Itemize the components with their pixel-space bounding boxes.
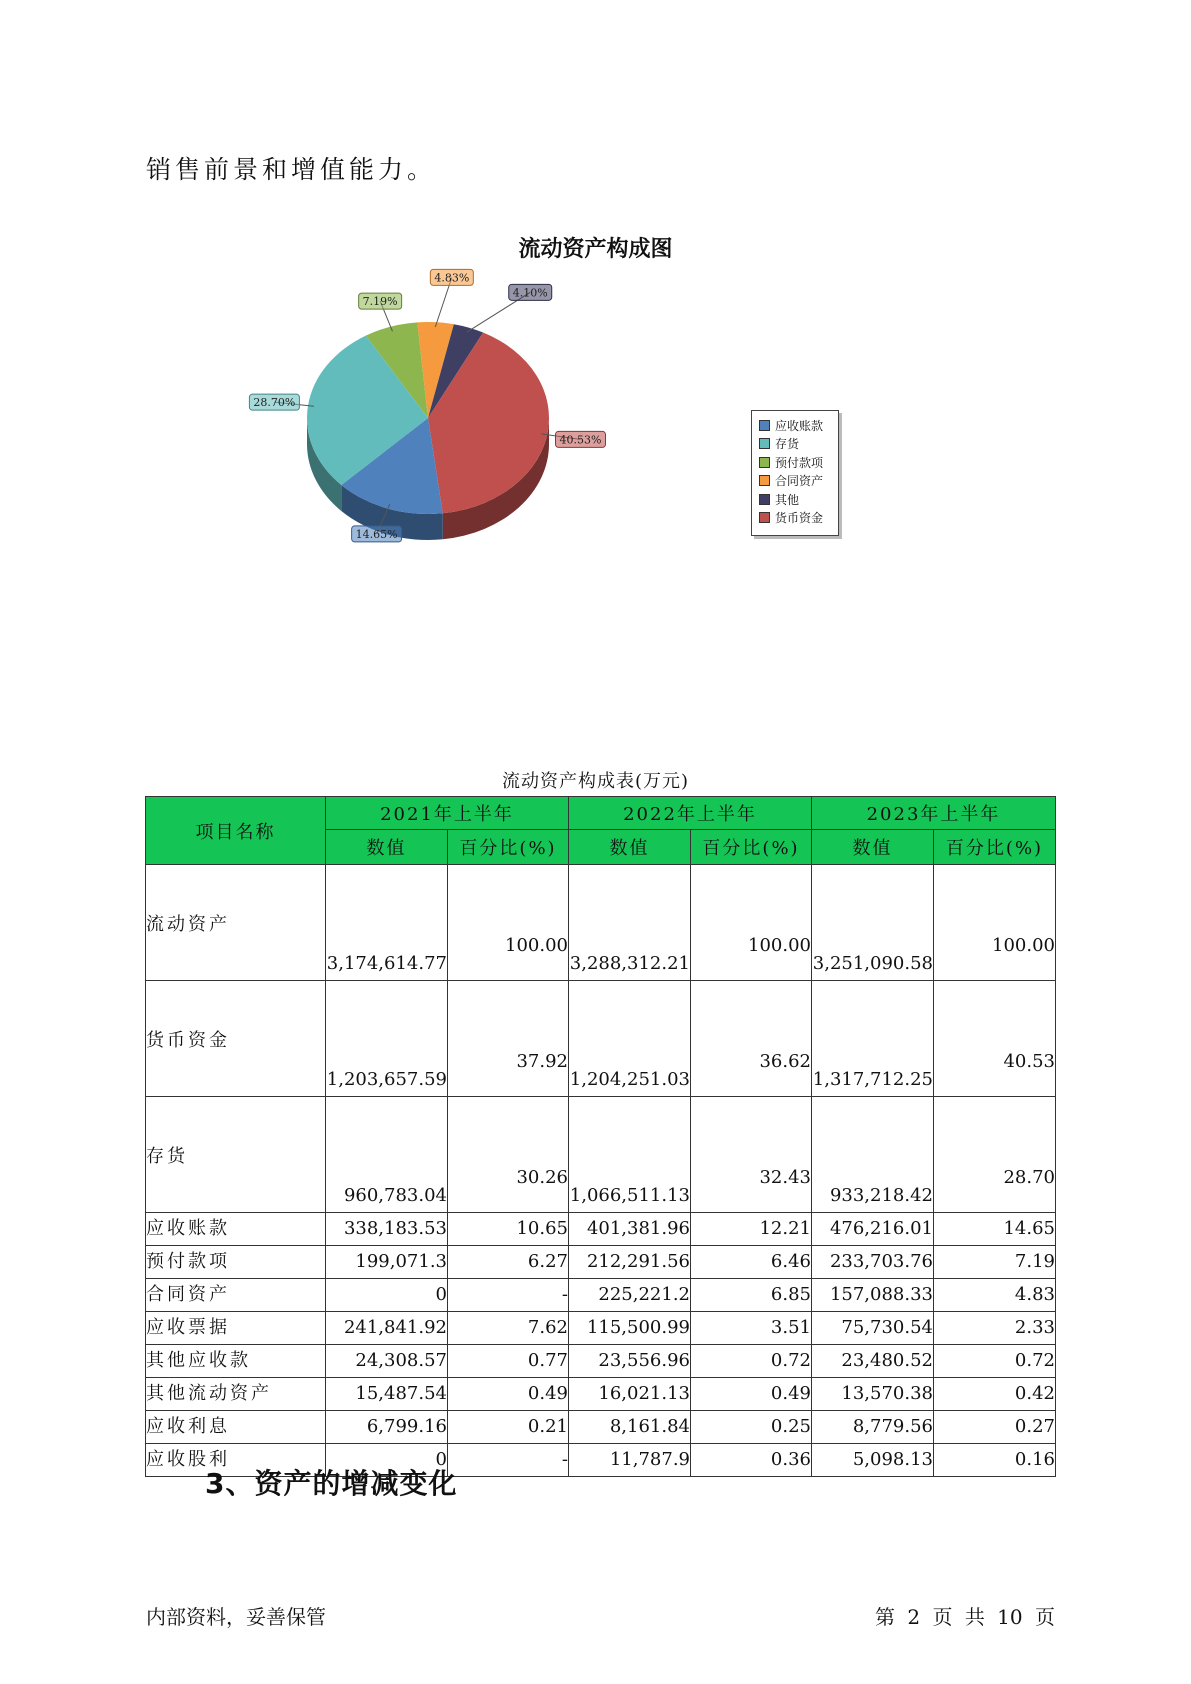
cell-value: 241,841.92 [326,1312,448,1345]
cell-value: 212,291.56 [569,1246,691,1279]
legend-swatch [759,420,770,431]
footer-page-number: 第 2 页 共 10 页 [875,1605,1055,1629]
cell-value: 3,174,614.77 [326,865,448,981]
header-period-2023: 2023年上半年 [812,797,1056,830]
cell-percent: 37.92 [448,981,569,1097]
cell-percent: 32.43 [691,1097,812,1213]
table-row [146,865,1056,981]
table-row [146,1411,1056,1444]
cell-percent: 0.49 [691,1378,812,1411]
cell-percent: 3.51 [691,1312,812,1345]
cell-value: 233,703.76 [812,1246,934,1279]
cell-percent: 7.19 [934,1246,1056,1279]
legend-item [752,416,838,435]
row-name: 其他应收款 [146,1345,326,1378]
legend-item [752,435,838,454]
legend-label: 预付款项 [775,455,824,470]
legend-swatch [759,512,770,523]
cell-value: 338,183.53 [326,1213,448,1246]
header-period-2021: 2021年上半年 [326,797,569,830]
cell-percent: 0.49 [448,1378,569,1411]
cell-value: 8,779.56 [812,1411,934,1444]
cell-value: 115,500.99 [569,1312,691,1345]
cell-percent: 30.26 [448,1097,569,1213]
cell-percent: 4.83 [934,1279,1056,1312]
footer-confidential: 内部资料，妥善保管 [146,1605,326,1629]
cell-percent: 2.33 [934,1312,1056,1345]
section-heading: 3、资产的增减变化 [205,1467,458,1500]
header-percent: 百分比(%) [934,830,1056,865]
table-row [146,981,1056,1097]
cell-percent: 12.21 [691,1213,812,1246]
cell-value: 157,088.33 [812,1279,934,1312]
cell-value: 6,799.16 [326,1411,448,1444]
row-name: 其他流动资产 [146,1378,326,1411]
cell-value: 75,730.54 [812,1312,934,1345]
cell-percent: - [448,1279,569,1312]
cell-value: 1,066,511.13 [569,1097,691,1213]
cell-value: 1,203,657.59 [326,981,448,1097]
cell-percent: 100.00 [448,865,569,981]
cell-percent: 10.65 [448,1213,569,1246]
legend-label: 合同资产 [775,474,824,489]
table-row [146,1378,1056,1411]
cell-value: 24,308.57 [326,1345,448,1378]
legend-label: 应收账款 [775,418,824,433]
legend-item [752,453,838,472]
legend-label: 存货 [775,437,800,452]
row-name: 存货 [146,1097,326,1213]
pie-data-label: 4.10% [512,286,548,300]
cell-value: 15,487.54 [326,1378,448,1411]
cell-percent: 0.21 [448,1411,569,1444]
header-value: 数值 [326,830,448,865]
row-name: 预付款项 [146,1246,326,1279]
chart-legend [751,410,839,536]
cell-percent: 0.27 [934,1411,1056,1444]
pie-data-label: 4.83% [434,271,470,285]
cell-value: 3,288,312.21 [569,865,691,981]
table-row [146,1312,1056,1345]
cell-value: 0 [326,1279,448,1312]
cell-value: 1,317,712.25 [812,981,934,1097]
legend-label: 货币资金 [775,511,824,526]
cell-percent: 6.46 [691,1246,812,1279]
cell-percent: 0.25 [691,1411,812,1444]
cell-value: 199,071.3 [326,1246,448,1279]
cell-value: 23,480.52 [812,1345,934,1378]
cell-percent: 0.36 [691,1444,812,1477]
legend-item [752,490,838,509]
table-caption: 流动资产构成表(万元) [501,771,690,792]
header-period-2022: 2022年上半年 [569,797,812,830]
chart-title: 流动资产构成图 [518,237,673,262]
cell-percent: 100.00 [691,865,812,981]
cell-percent: 0.72 [691,1345,812,1378]
cell-value: 16,021.13 [569,1378,691,1411]
pie-chart-svg [0,0,1191,560]
row-name: 货币资金 [146,981,326,1097]
legend-swatch [759,438,770,449]
cell-value: 8,161.84 [569,1411,691,1444]
cell-percent: 0.77 [448,1345,569,1378]
header-value: 数值 [812,830,934,865]
table-row [146,1246,1056,1279]
legend-swatch [759,457,770,468]
legend-item [752,509,838,528]
legend-swatch [759,475,770,486]
pie-chart [0,0,1191,560]
cell-percent: 28.70 [934,1097,1056,1213]
cell-value: 476,216.01 [812,1213,934,1246]
cell-value: 225,221.2 [569,1279,691,1312]
cell-percent: 6.27 [448,1246,569,1279]
cell-value: 401,381.96 [569,1213,691,1246]
legend-label: 其他 [775,492,800,507]
cell-value: 13,570.38 [812,1378,934,1411]
row-name: 应收账款 [146,1213,326,1246]
cell-percent: 0.16 [934,1444,1056,1477]
cell-value: 933,218.42 [812,1097,934,1213]
cell-percent: 7.62 [448,1312,569,1345]
cell-value: 1,204,251.03 [569,981,691,1097]
legend-item [752,472,838,491]
cell-percent: 0.72 [934,1345,1056,1378]
table-row [146,1097,1056,1213]
cell-percent: 0.42 [934,1378,1056,1411]
header-percent: 百分比(%) [691,830,812,865]
cell-value: 23,556.96 [569,1345,691,1378]
cell-value: 960,783.04 [326,1097,448,1213]
row-name: 流动资产 [146,865,326,981]
header-percent: 百分比(%) [448,830,569,865]
cell-value: 11,787.9 [569,1444,691,1477]
header-value: 数值 [569,830,691,865]
cell-percent: 14.65 [934,1213,1056,1246]
header-item-name: 项目名称 [146,797,326,865]
cell-value: 3,251,090.58 [812,865,934,981]
cell-percent: 100.00 [934,865,1056,981]
row-name: 应收票据 [146,1312,326,1345]
cell-percent: 6.85 [691,1279,812,1312]
cell-percent: 36.62 [691,981,812,1097]
cell-percent: - [448,1444,569,1477]
pie-data-label: 28.70% [253,396,296,410]
row-name: 合同资产 [146,1279,326,1312]
pie-data-label: 14.65% [355,527,398,541]
cell-value: 5,098.13 [812,1444,934,1477]
current-assets-table [145,796,1056,1477]
row-name: 应收股利 [146,1444,326,1477]
row-name: 应收利息 [146,1411,326,1444]
table-row [146,1279,1056,1312]
legend-swatch [759,494,770,505]
intro-paragraph: 销售前景和增值能力。 [146,155,437,184]
pie-data-label: 7.19% [362,295,398,309]
cell-value: 0 [326,1444,448,1477]
pie-data-label: 40.53% [559,433,602,447]
table-row [146,1345,1056,1378]
cell-percent: 40.53 [934,981,1056,1097]
table-row [146,1213,1056,1246]
